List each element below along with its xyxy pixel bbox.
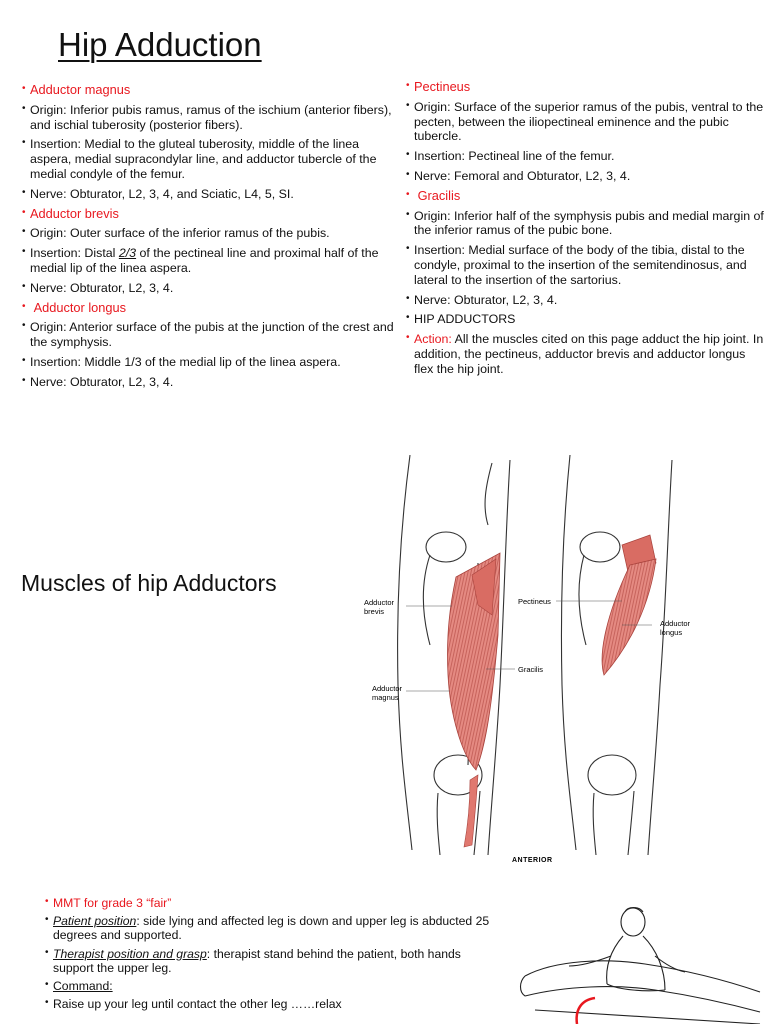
mmt-command-text: • Raise up your leg until contact the other leg ……relax: [45, 997, 500, 1011]
adductor-brevis-heading: • Adductor brevis: [22, 207, 394, 222]
magnus-insertion: • Insertion: Medial to the gluteal tuberosity, middle of the linea aspera, medial supracondylar line, and adductor tubercle of the medial condyle of the femur.: [22, 137, 394, 181]
label-gracilis: Gracilis: [518, 665, 544, 674]
mmt-patient-position: • Patient position: side lying and affected leg is down and upper leg is abducted 25 degrees and supported.: [45, 914, 500, 942]
brevis-nerve: • Nerve: Obturator, L2, 3, 4.: [22, 281, 394, 296]
label-anterior: ANTERIOR: [512, 857, 553, 864]
hip-adductors-label: • HIP ADDUCTORS: [406, 312, 764, 327]
gracilis-insertion: • Insertion: Medial surface of the body of the tibia, distal to the condyle, proximal to the insertion of the semitendinosus, and lateral to the insertion of the sartorius.: [406, 243, 764, 287]
brevis-insertion: • Insertion: Distal 2/3 of the pectineal line and proximal half of the medial lip of the linea aspera.: [22, 246, 394, 276]
brevis-origin: • Origin: Outer surface of the inferior ramus of the pubis.: [22, 226, 394, 241]
red-arrow: [577, 998, 595, 1024]
mmt-section: [45, 896, 500, 1015]
adductor-longus-heading: • Adductor longus: [22, 301, 394, 316]
anatomy-illustration: [360, 455, 760, 870]
mmt-therapist-position: • Therapist position and grasp: therapist stand behind the patient, both hands support the upper leg.: [45, 947, 500, 975]
longus-insertion: • Insertion: Middle 1/3 of the medial lip of the linea aspera.: [22, 355, 394, 370]
mmt-command-label: • Command:: [45, 979, 500, 993]
label-adductor-brevis-2: brevis: [364, 607, 385, 616]
gracilis-nerve: • Nerve: Obturator, L2, 3, 4.: [406, 293, 764, 308]
magnus-origin: • Origin: Inferior pubis ramus, ramus of the ischium (anterior fibers), and ischial tuberosity (posterior fibers).: [22, 103, 394, 133]
pectineus-origin: • Origin: Surface of the superior ramus of the pubis, ventral to the pecten, between the iliopectineal eminence and the pubic tubercle.: [406, 100, 764, 144]
mmt-heading: • MMT for grade 3 “fair”: [45, 896, 500, 910]
label-pectineus: Pectineus: [518, 597, 551, 606]
longus-origin: • Origin: Anterior surface of the pubis at the junction of the crest and the symphysis.: [22, 320, 394, 350]
label-adductor-magnus-1: Adductor: [372, 684, 403, 693]
pectineus-nerve: • Nerve: Femoral and Obturator, L2, 3, 4.: [406, 169, 764, 184]
gracilis-origin: • Origin: Inferior half of the symphysis pubis and medial margin of the inferior ramus of the pubic bone.: [406, 209, 764, 239]
page-title: Hip Adduction: [58, 26, 262, 63]
gracilis-heading: • Gracilis: [406, 189, 764, 204]
pectineus-insertion: • Insertion: Pectineal line of the femur.: [406, 149, 764, 164]
pectineus-heading: • Pectineus: [406, 80, 764, 95]
adductor-longus-right-muscle: [602, 559, 656, 675]
action-text: • Action: All the muscles cited on this page adduct the hip joint. In addition, the pectineus, adductor brevis and adductor longus flex the hip joint.: [406, 332, 764, 376]
left-column: [22, 83, 394, 395]
adductor-magnus-heading: • Adductor magnus: [22, 83, 394, 98]
magnus-nerve: • Nerve: Obturator, L2, 3, 4, and Sciatic, L4, 5, SI.: [22, 187, 394, 202]
label-adductor-longus-1: Adductor: [660, 619, 691, 628]
muscles-section-title: Muscles of hip Adductors: [21, 570, 277, 596]
therapist-illustration: [515, 900, 765, 1024]
label-adductor-longus-2: longus: [660, 628, 683, 637]
right-column: [406, 80, 764, 382]
longus-nerve: • Nerve: Obturator, L2, 3, 4.: [22, 375, 394, 390]
label-adductor-brevis-1: Adductor: [364, 598, 395, 607]
label-adductor-magnus-2: magnus: [372, 693, 399, 702]
